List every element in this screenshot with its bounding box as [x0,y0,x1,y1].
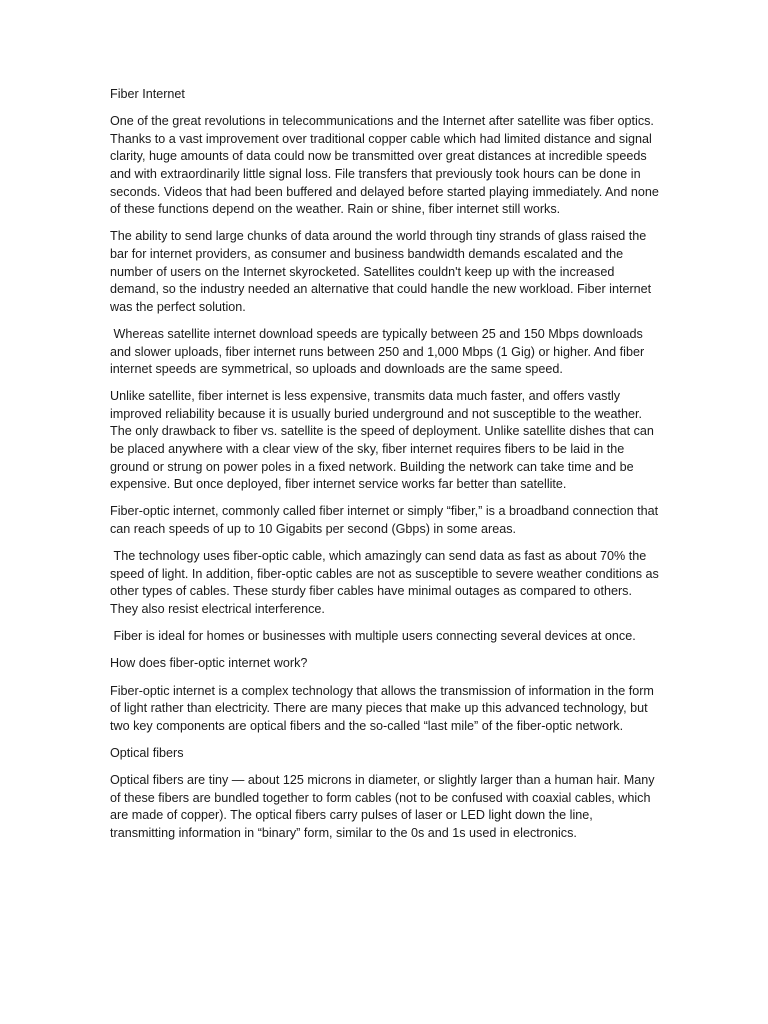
paragraph-bandwidth: The ability to send large chunks of data around the world through tiny strands of glass raised the bar for internet providers, as consumer and business bandwidth demands escalated and the number of users on the Internet skyrocketed. Satellites couldn't keep up with the increased demand, so the industry needed an alternative that could handle the new workload. Fiber internet was the perfect solution. [110,229,652,314]
paragraph-definition: Fiber-optic internet, commonly called fiber internet or simply “fiber,” is a broadband connection that can reach speeds of up to 10 Gigabits per second (Gbps) in some areas. [110,504,659,537]
paragraph-ideal-use: Fiber is ideal for homes or businesses with multiple users connecting several devices at once. [110,629,636,644]
paragraph-comparison: Unlike satellite, fiber internet is less expensive, transmits data much faster, and offers vastly improved reliability because it is usually buried underground and not susceptible to the weather. The only drawback to fiber vs. satellite is the speed of deployment. Unlike satellite dishes that can be placed anywhere with a clear view of the sky, fiber internet requires fibers to be laid in the ground or strung on power poles in a fixed network. Building the network can take time and be expensive. But once deployed, fiber internet service works far better than satellite. [110,389,654,492]
paragraph-technology: The technology uses fiber-optic cable, which amazingly can send data as fast as about 70% the speed of light. In addition, fiber-optic cables are not as susceptible to severe weather conditions as other types of cables. These sturdy fiber cables have minimal outages as compared to others. They also resist electrical interference. [110,549,663,616]
paragraph-how-it-works: Fiber-optic internet is a complex technology that allows the transmission of information in the form of light rather than electricity. There are many pieces that make up this advanced technology, but two key components are optical fibers and the so-called “last mile” of the fiber-optic network. [110,683,654,733]
document-title: Fiber Internet [110,87,185,101]
subheading-how-it-works: How does fiber-optic internet work? [110,656,308,671]
paragraph-intro: One of the great revolutions in telecommunications and the Internet after satellite was fiber optics. Thanks to a vast improvement over traditional copper cable which had limited distance and signal clarity, huge amounts of data could now be transmitted over great distances at incredible speeds and with extraordinarily little signal loss. File transfers that previously took hours can be done in seconds. Videos that had been buffered and delayed before started playing immediately. And none of these functions depend on the weather. Rain or shine, fiber internet still works. [110,114,659,217]
paragraph-optical-fibers: Optical fibers are tiny — about 125 microns in diameter, or slightly larger than a human hair. Many of these fibers are bundled together to form cables (not to be confused with coaxial cables, which are made of copper). The optical fibers carry pulses of laser or LED light down the line, transmitting information in “binary” form, similar to the 0s and 1s used in electronics. [110,773,655,840]
subheading-optical-fibers: Optical fibers [110,745,184,760]
paragraph-speeds: Whereas satellite internet download speeds are typically between 25 and 150 Mbps downloads and slower uploads, fiber internet runs between 250 and 1,000 Mbps (1 Gig) or higher. And fiber internet speeds are symmetrical, so uploads and downloads are the same speed. [110,326,648,377]
